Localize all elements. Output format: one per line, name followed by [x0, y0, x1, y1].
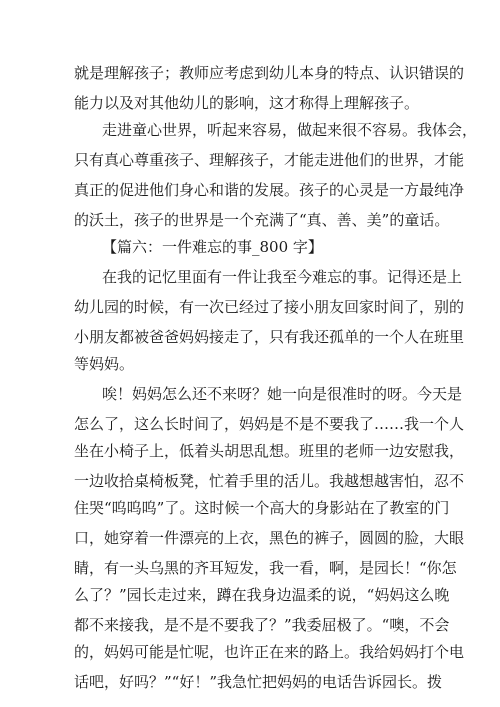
section-heading: 【篇六：一件难忘的事_800 字】: [102, 238, 323, 256]
text-line: 的，妈妈可能是忙呢，也许正在来的路上。我给妈妈打个电: [74, 643, 465, 661]
text-line: 的沃土，孩子的世界是一个充满了“真、善、美”的童话。: [74, 211, 450, 229]
text-line: 真正的促进他们身心和谐的发展。孩子的心灵是一方最纯净: [74, 181, 465, 199]
text-line: 口，她穿着一件漂亮的上衣，黑色的裤子，圆圆的脸，大眼: [74, 529, 465, 547]
text-line: 坐在小椅子上，低着头胡思乱想。班里的老师一边安慰我，: [74, 442, 465, 460]
text-line: 等妈妈。: [74, 355, 135, 373]
text-line: 唉！妈妈怎么还不来呀？她一向是很准时的呀。今天是: [102, 385, 463, 403]
text-line: 就是理解孩子；教师应考虑到幼儿本身的特点、认识错误的: [74, 64, 465, 82]
text-line: 都不来接我，是不是不要我了？”我委屈极了。“噢，不会: [74, 616, 450, 634]
text-line: 能力以及对其他幼儿的影响，这才称得上理解孩子。: [74, 94, 420, 112]
text-line: 怎么了，这么长时间了，妈妈是不是不要我了……我一个人: [74, 415, 465, 433]
text-line: 住哭“呜呜呜”了。这时候一个高大的身影站在了教室的门: [74, 499, 450, 517]
text-line: 在我的记忆里面有一件让我至今难忘的事。记得还是上: [102, 268, 463, 286]
text-line: 一边收拾桌椅板凳，忙着手里的活儿。我越想越害怕，忍不: [74, 472, 465, 490]
text-line: 只有真心尊重孩子、理解孩子，才能走进他们的世界，才能: [74, 151, 465, 169]
text-line: 睛，有一头乌黑的齐耳短发，我一看，啊，是园长！“你怎: [74, 559, 457, 577]
text-line: 话吧，好吗？”“好！”我急忙把妈妈的电话告诉园长。拨: [74, 673, 443, 691]
text-line: 幼儿园的时候，有一次已经过了接小朋友回家时间了，别的: [74, 298, 465, 316]
text-line: 么了？”园长走过来，蹲在我身边温柔的说，“妈妈这么晚: [74, 586, 450, 604]
text-line: 小朋友都被爸爸妈妈接走了，只有我还孤单的一个人在班里: [74, 328, 465, 346]
text-line: 走进童心世界，听起来容易，做起来很不容易。我体会，: [102, 121, 478, 139]
